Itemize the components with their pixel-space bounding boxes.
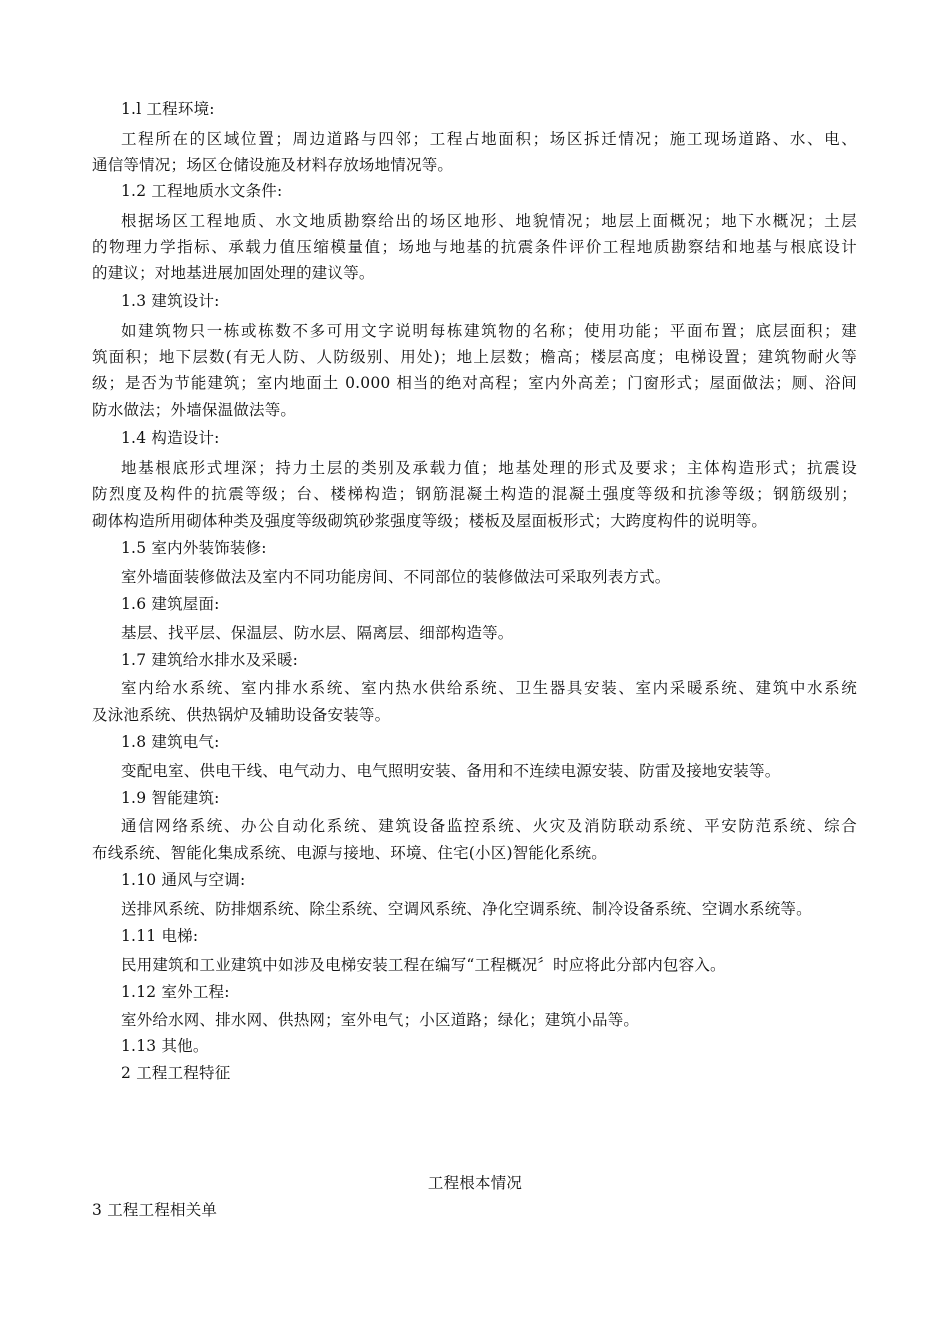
paragraph-line: 防烈度及构件的抗震等级；台、楼梯构造；钢筋混凝土构造的混凝土强度等级和抗渗等级；钢筋级别； — [92, 485, 857, 503]
section-heading: 1.2 工程地质水文条件: — [121, 182, 283, 200]
section-heading: 1.l 工程环境: — [121, 100, 215, 118]
table-caption: 工程根本情况 — [427, 1174, 523, 1192]
section-heading: 1.13 其他。 — [121, 1037, 209, 1055]
section-heading: 1.6 建筑屋面: — [121, 595, 220, 613]
paragraph-line: 工程所在的区域位置；周边道路与四邻；工程占地面积；场区拆迁情况；施工现场道路、水、电、 — [121, 130, 857, 148]
paragraph-line: 布线系统、智能化集成系统、电源与接地、环境、住宅(小区)智能化系统。 — [92, 844, 607, 862]
section-heading: 1.10 通风与空调: — [121, 871, 246, 889]
paragraph-line: 如建筑物只一栋或栋数不多可用文字说明每栋建筑物的名称；使用功能；平面布置；底层面积；建 — [121, 322, 857, 340]
paragraph-line: 送排风系统、防排烟系统、除尘系统、空调风系统、净化空调系统、制冷设备系统、空调水系统等。 — [121, 900, 812, 918]
paragraph-line: 的物理力学指标、承载力值压缩模量值；场地与地基的抗震条件评价工程地质勘察结和地基与根底设计 — [92, 238, 857, 256]
paragraph-line: 通信等情况；场区仓储设施及材料存放场地情况等。 — [92, 156, 454, 174]
section-heading: 1.5 室内外装饰装修: — [121, 539, 267, 557]
section-heading: 1.4 构造设计: — [121, 429, 220, 447]
section-heading: 1.3 建筑设计: — [121, 292, 220, 310]
section-heading: 1.8 建筑电气: — [121, 733, 220, 751]
paragraph-line: 根据场区工程地质、水文地质勘察给出的场区地形、地貌情况；地层上面概况；地下水概况；土层 — [121, 212, 857, 230]
paragraph-line: 地基根底形式埋深；持力土层的类别及承载力值；地基处理的形式及要求；主体构造形式；抗震设 — [121, 459, 857, 477]
paragraph-line: 室外墙面装修做法及室内不同功能房间、不同部位的装修做法可采取列表方式。 — [121, 568, 671, 586]
section-2-title: 2 工程工程特征 — [121, 1064, 231, 1082]
paragraph-line: 通信网络系统、办公自动化系统、建筑设备监控系统、火灾及消防联动系统、平安防范系统、综合 — [121, 817, 857, 835]
paragraph-line: 的建议；对地基进展加固处理的建议等。 — [92, 264, 375, 282]
section-heading: 1.7 建筑给水排水及采暖: — [121, 651, 299, 669]
paragraph-line: 室外给水网、排水网、供热网；室外电气；小区道路；绿化；建筑小品等。 — [121, 1011, 640, 1029]
paragraph-line: 筑面积；地下层数(有无人防、人防级别、用处)；地上层数；檐高；楼层高度；电梯设置；建筑物耐火等 — [92, 348, 857, 366]
paragraph-line: 防水做法；外墙保温做法等。 — [92, 401, 297, 419]
section-3-title: 3 工程工程相关单 — [92, 1201, 218, 1219]
section-heading: 1.12 室外工程: — [121, 983, 230, 1001]
section-heading: 1.11 电梯: — [121, 927, 199, 945]
paragraph-line: 变配电室、供电干线、电气动力、电气照明安装、备用和不连续电源安装、防雷及接地安装等。 — [121, 762, 781, 780]
paragraph-line: 砌体构造所用砌体种类及强度等级砌筑砂浆强度等级；楼板及屋面板形式；大跨度构件的说明等。 — [92, 512, 768, 530]
paragraph-line: 民用建筑和工业建筑中如涉及电梯安装工程在编写“工程概况〞时应将此分部内包容入。 — [121, 956, 726, 974]
paragraph-line: 室内给水系统、室内排水系统、室内热水供给系统、卫生器具安装、室内采暖系统、建筑中水系统 — [121, 679, 857, 697]
section-heading: 1.9 智能建筑: — [121, 789, 220, 807]
paragraph-line: 及泳池系统、供热锅炉及辅助设备安装等。 — [92, 706, 391, 724]
paragraph-line: 级；是否为节能建筑；室内地面土 0.000 相当的绝对高程；室内外高差；门窗形式；屋面做法；厕、浴间 — [92, 374, 857, 392]
paragraph-line: 基层、找平层、保温层、防水层、隔离层、细部构造等。 — [121, 624, 514, 642]
